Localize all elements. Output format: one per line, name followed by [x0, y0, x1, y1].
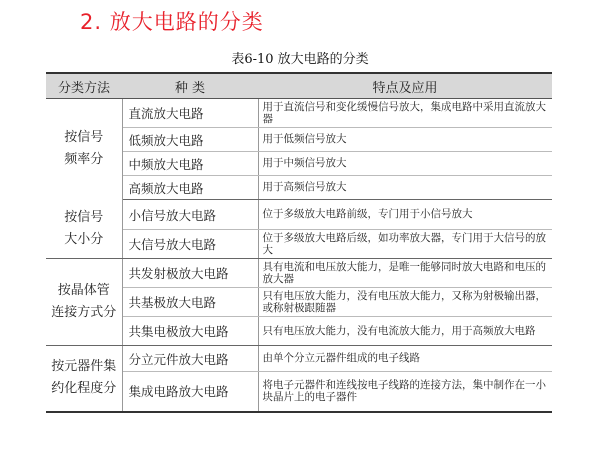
- desc-cell: 由单个分立元器件组成的电子线路: [258, 346, 552, 372]
- category-cell: [46, 346, 122, 412]
- type-cell: 共发射极放大电路: [122, 259, 258, 288]
- type-cell: 大信号放大电路: [122, 230, 258, 259]
- category-line: 连接方式分: [51, 305, 117, 320]
- header-features: 特点及应用: [258, 73, 552, 99]
- table-row: [46, 200, 552, 230]
- desc-cell: 用于低频信号放大: [258, 128, 552, 152]
- table-row: [46, 288, 552, 317]
- category-line: 大小分: [64, 231, 104, 247]
- desc-cell: 将电子元器件和连线按电子线路的连接方法，集中制作在一小块晶片上的电子器件: [258, 372, 552, 412]
- category-line: 按晶体管: [57, 283, 110, 298]
- category-cell: [46, 99, 122, 200]
- category-cell: [46, 200, 122, 259]
- type-cell: 共集电极放大电路: [122, 317, 258, 346]
- table-header-row: [46, 73, 552, 99]
- type-cell: 共基极放大电路: [122, 288, 258, 317]
- table-row: [46, 128, 552, 152]
- table-row: [46, 230, 552, 259]
- type-cell: 分立元件放大电路: [122, 346, 258, 372]
- table-row: [46, 317, 552, 346]
- desc-cell: 位于多级放大电路后级，如功率放大器，专门用于大信号的放大: [258, 230, 552, 259]
- header-method: 分类方法: [46, 73, 122, 99]
- table-row: [46, 176, 552, 200]
- type-cell: 高频放大电路: [122, 176, 258, 200]
- desc-cell: 位于多级放大电路前级，专门用于小信号放大: [258, 200, 552, 230]
- table-row: [46, 346, 552, 372]
- desc-cell: 只有电压放大能力，没有电压放大能力，又称为射极输出器，或称射极跟随器: [258, 288, 552, 317]
- type-cell: 小信号放大电路: [122, 200, 258, 230]
- table-caption: 表6-10 放大电路的分类: [231, 52, 369, 67]
- classification-table: [46, 72, 552, 413]
- category-line: 频率分: [64, 152, 104, 168]
- table-row: [46, 372, 552, 412]
- desc-cell: 只有电压放大能力，没有电流放大能力，用于高频放大电路: [258, 317, 552, 346]
- category-line: 按信号: [64, 209, 104, 225]
- header-type: 种 类: [122, 73, 258, 99]
- desc-cell: 具有电流和电压放大能力，是唯一能够同时放大电路和电压的放大器: [258, 259, 552, 288]
- desc-cell: 用于高频信号放大: [258, 176, 552, 200]
- desc-cell: 用于直流信号和变化缓慢信号放大，集成电路中采用直流放大器: [258, 99, 552, 128]
- category-cell: [46, 259, 122, 346]
- table-row: [46, 259, 552, 288]
- table-row: [46, 99, 552, 128]
- category-line: 约化程度分: [51, 381, 117, 397]
- table-row: [46, 152, 552, 176]
- category-line: 按元器件集: [51, 359, 117, 375]
- category-line: 按信号: [64, 130, 104, 146]
- type-cell: 低频放大电路: [122, 128, 258, 152]
- type-cell: 直流放大电路: [122, 99, 258, 128]
- section-heading: 2. 放大电路的分类: [80, 10, 264, 34]
- type-cell: 中频放大电路: [122, 152, 258, 176]
- desc-cell: 用于中频信号放大: [258, 152, 552, 176]
- type-cell: 集成电路放大电路: [122, 372, 258, 412]
